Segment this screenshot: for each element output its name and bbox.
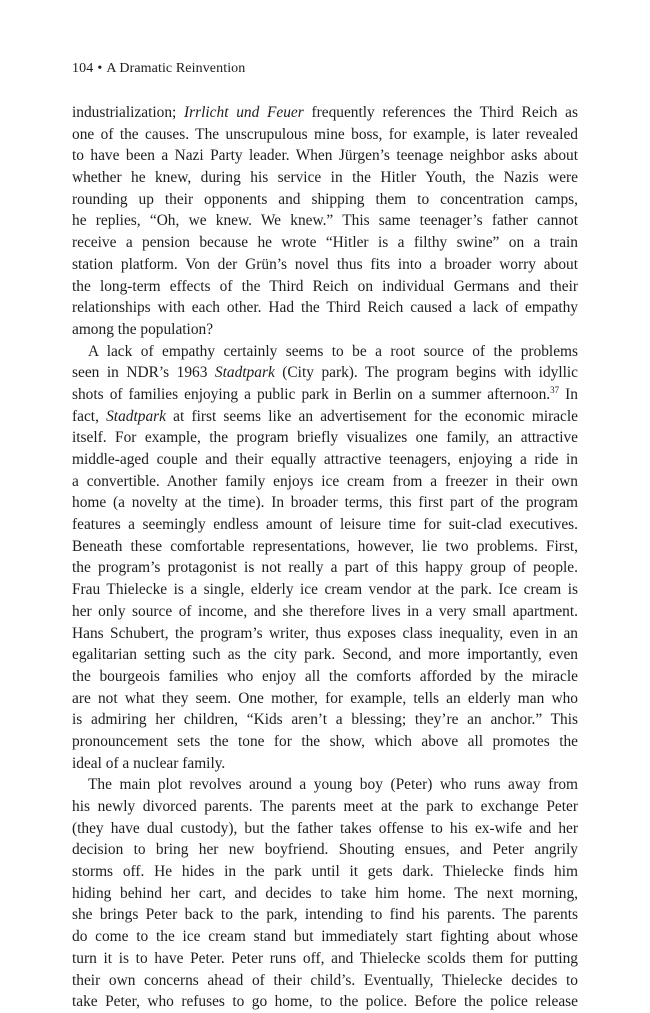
text-line [72, 601, 578, 623]
text-segment: take Peter, who refuses to go home, to the police. Before the police release [72, 993, 578, 1011]
text-line [72, 276, 578, 298]
text-segment: pronouncement sets the tone for the show, which above all promotes the [72, 732, 578, 750]
text-segment: home (a novelty at the time). In broader terms, this first part of the program [72, 494, 578, 512]
text-segment: to have been a Nazi Party leader. When Jürgen’s teenage neighbor asks about [72, 147, 578, 165]
text-segment: their own concerns ahead of their child’s. Eventually, Thielecke decides to [72, 971, 578, 989]
text-segment: fact, [72, 407, 107, 425]
text-segment: (they have dual custody), but the father takes offense to his ex-wife and her [72, 819, 578, 837]
text-line [72, 297, 578, 319]
text-segment: among the population? [72, 320, 214, 338]
text-line [72, 145, 578, 167]
text-segment: are not what they seem. One mother, for example, tells an elderly man who [72, 689, 578, 707]
text-segment: one of the causes. The unscrupulous mine boss, for example, is later revealed [72, 125, 578, 143]
text-segment: decision to bring her new boyfriend. Shouting ensues, and Peter angrily [72, 841, 578, 859]
italic-title: Stadtpark [214, 364, 275, 382]
text-line [72, 124, 578, 146]
text-line [72, 189, 578, 211]
text-segment: frequently references the Third Reich as [303, 104, 578, 121]
text-segment: The main plot revolves around a young boy (Peter) who runs away from [88, 776, 578, 794]
text-line [72, 709, 578, 731]
text-segment: Hans Schubert, the program’s writer, thus exposes class inequality, even in an [72, 624, 578, 642]
paragraph [72, 774, 578, 1013]
text-line [72, 102, 578, 124]
text-line [72, 449, 578, 471]
text-line [72, 341, 578, 363]
text-line [72, 666, 578, 688]
paragraph [72, 341, 578, 775]
text-line [72, 362, 578, 384]
text-segment: her only source of income, and she therefore lives in a very small apartment. [72, 602, 578, 620]
text-segment: hiding behind her cart, and decides to take him home. The next morning, [72, 884, 578, 902]
text-segment: itself. For example, the program briefly visualizes one family, an attractive [72, 429, 578, 447]
text-segment: she brings Peter back to the park, intending to find his parents. The parents [72, 906, 578, 924]
text-segment: In [559, 385, 578, 403]
text-segment: station platform. Von der Grün’s novel thus fits into a broader worry about [72, 255, 578, 273]
chapter-title: A Dramatic Reinvention [106, 61, 246, 76]
text-segment: his newly divorced parents. The parents meet at the park to exchange Peter [72, 798, 578, 815]
text-segment: ideal of a nuclear family. [72, 754, 226, 772]
text-segment: do come to the ice cream stand but immediately start fighting about whose [72, 928, 578, 946]
text-line [72, 406, 578, 428]
text-segment: at first seems like an advertisement for the economic miracle [165, 407, 578, 425]
text-segment: (City park). The program begins with idyllic [274, 364, 578, 382]
text-segment: turn it is to have Peter. Peter runs off, and Thielecke scolds them for putting [72, 949, 578, 967]
text-segment: shots of families enjoying a public park in Berlin on a summer afternoon. [72, 385, 551, 403]
footnote-marker: 37 [550, 384, 560, 395]
text-line [72, 688, 578, 710]
text-line [72, 731, 578, 753]
italic-title: Stadtpark [106, 407, 166, 425]
text-segment: he replies, “Oh, we knew. We knew.” This same teenager’s father cannot [72, 212, 578, 230]
text-segment: Frau Thielecke is a single, elderly ice cream vendor at the park. Ice cream is [72, 581, 578, 599]
text-segment: whether he knew, during his service in the Hitler Youth, the Nazis were [72, 169, 578, 187]
text-line [72, 883, 578, 905]
text-segment: A lack of empathy certainly seems to be a root source of the problems [88, 342, 578, 360]
text-line [72, 579, 578, 601]
text-segment: rounding up their opponents and shipping them to concentration camps, [72, 190, 578, 208]
text-segment: the program’s protagonist is not really a part of this happy group of people. [72, 559, 578, 577]
text-line [72, 970, 578, 992]
text-segment: the long-term effects of the Third Reich on individual Germans and their [72, 277, 578, 295]
text-line [72, 796, 578, 818]
italic-title: Irrlicht und Feuer [184, 104, 304, 121]
text-segment: relationships with each other. Had the Third Reich caused a lack of empathy [72, 299, 578, 317]
text-line [72, 839, 578, 861]
text-segment: Beneath these comfortable representations, however, lie two problems. First, [72, 537, 578, 555]
text-segment: a convertible. Another family enjoys ice cream from a freezer in their own [72, 472, 578, 490]
text-line [72, 492, 578, 514]
text-segment: industrialization; [72, 104, 185, 121]
text-line [72, 991, 578, 1013]
text-segment: the bourgeois families who enjoy all the comforts afforded by the miracle [72, 667, 578, 685]
text-line [72, 384, 578, 406]
text-segment: seen in NDR’s 1963 [72, 364, 215, 382]
text-segment: storms off. He hides in the park until it gets dark. Thielecke finds him [72, 863, 578, 881]
text-line [72, 167, 578, 189]
paragraph [72, 102, 578, 341]
text-line [72, 471, 578, 493]
text-line [72, 753, 578, 775]
text-segment: middle-aged couple and their equally attractive teenagers, enjoying a ride in [72, 451, 578, 468]
text-line [72, 904, 578, 926]
page-number: 104 [72, 61, 94, 76]
text-line [72, 210, 578, 232]
text-segment: receive a pension because he wrote “Hitler is a filthy swine” on a train [72, 234, 578, 252]
text-line [72, 948, 578, 970]
text-line [72, 623, 578, 645]
text-line [72, 427, 578, 449]
text-segment: egalitarian setting such as the city park. Second, and more importantly, even [72, 646, 578, 664]
running-head [72, 60, 245, 78]
text-line [72, 514, 578, 536]
text-segment: features a seemingly endless amount of leisure time for suit-clad executives. [72, 516, 578, 534]
text-line [72, 774, 578, 796]
text-line [72, 557, 578, 579]
text-line [72, 254, 578, 276]
text-line [72, 232, 578, 254]
body-text [72, 102, 578, 1013]
text-segment: is admiring her children, “Kids aren’t a blessing; they’re an anchor.” This [72, 711, 578, 729]
running-head-separator: • [97, 61, 103, 76]
text-line [72, 644, 578, 666]
text-line [72, 319, 578, 341]
text-line [72, 536, 578, 558]
text-line [72, 818, 578, 840]
text-line [72, 861, 578, 883]
text-line [72, 926, 578, 948]
